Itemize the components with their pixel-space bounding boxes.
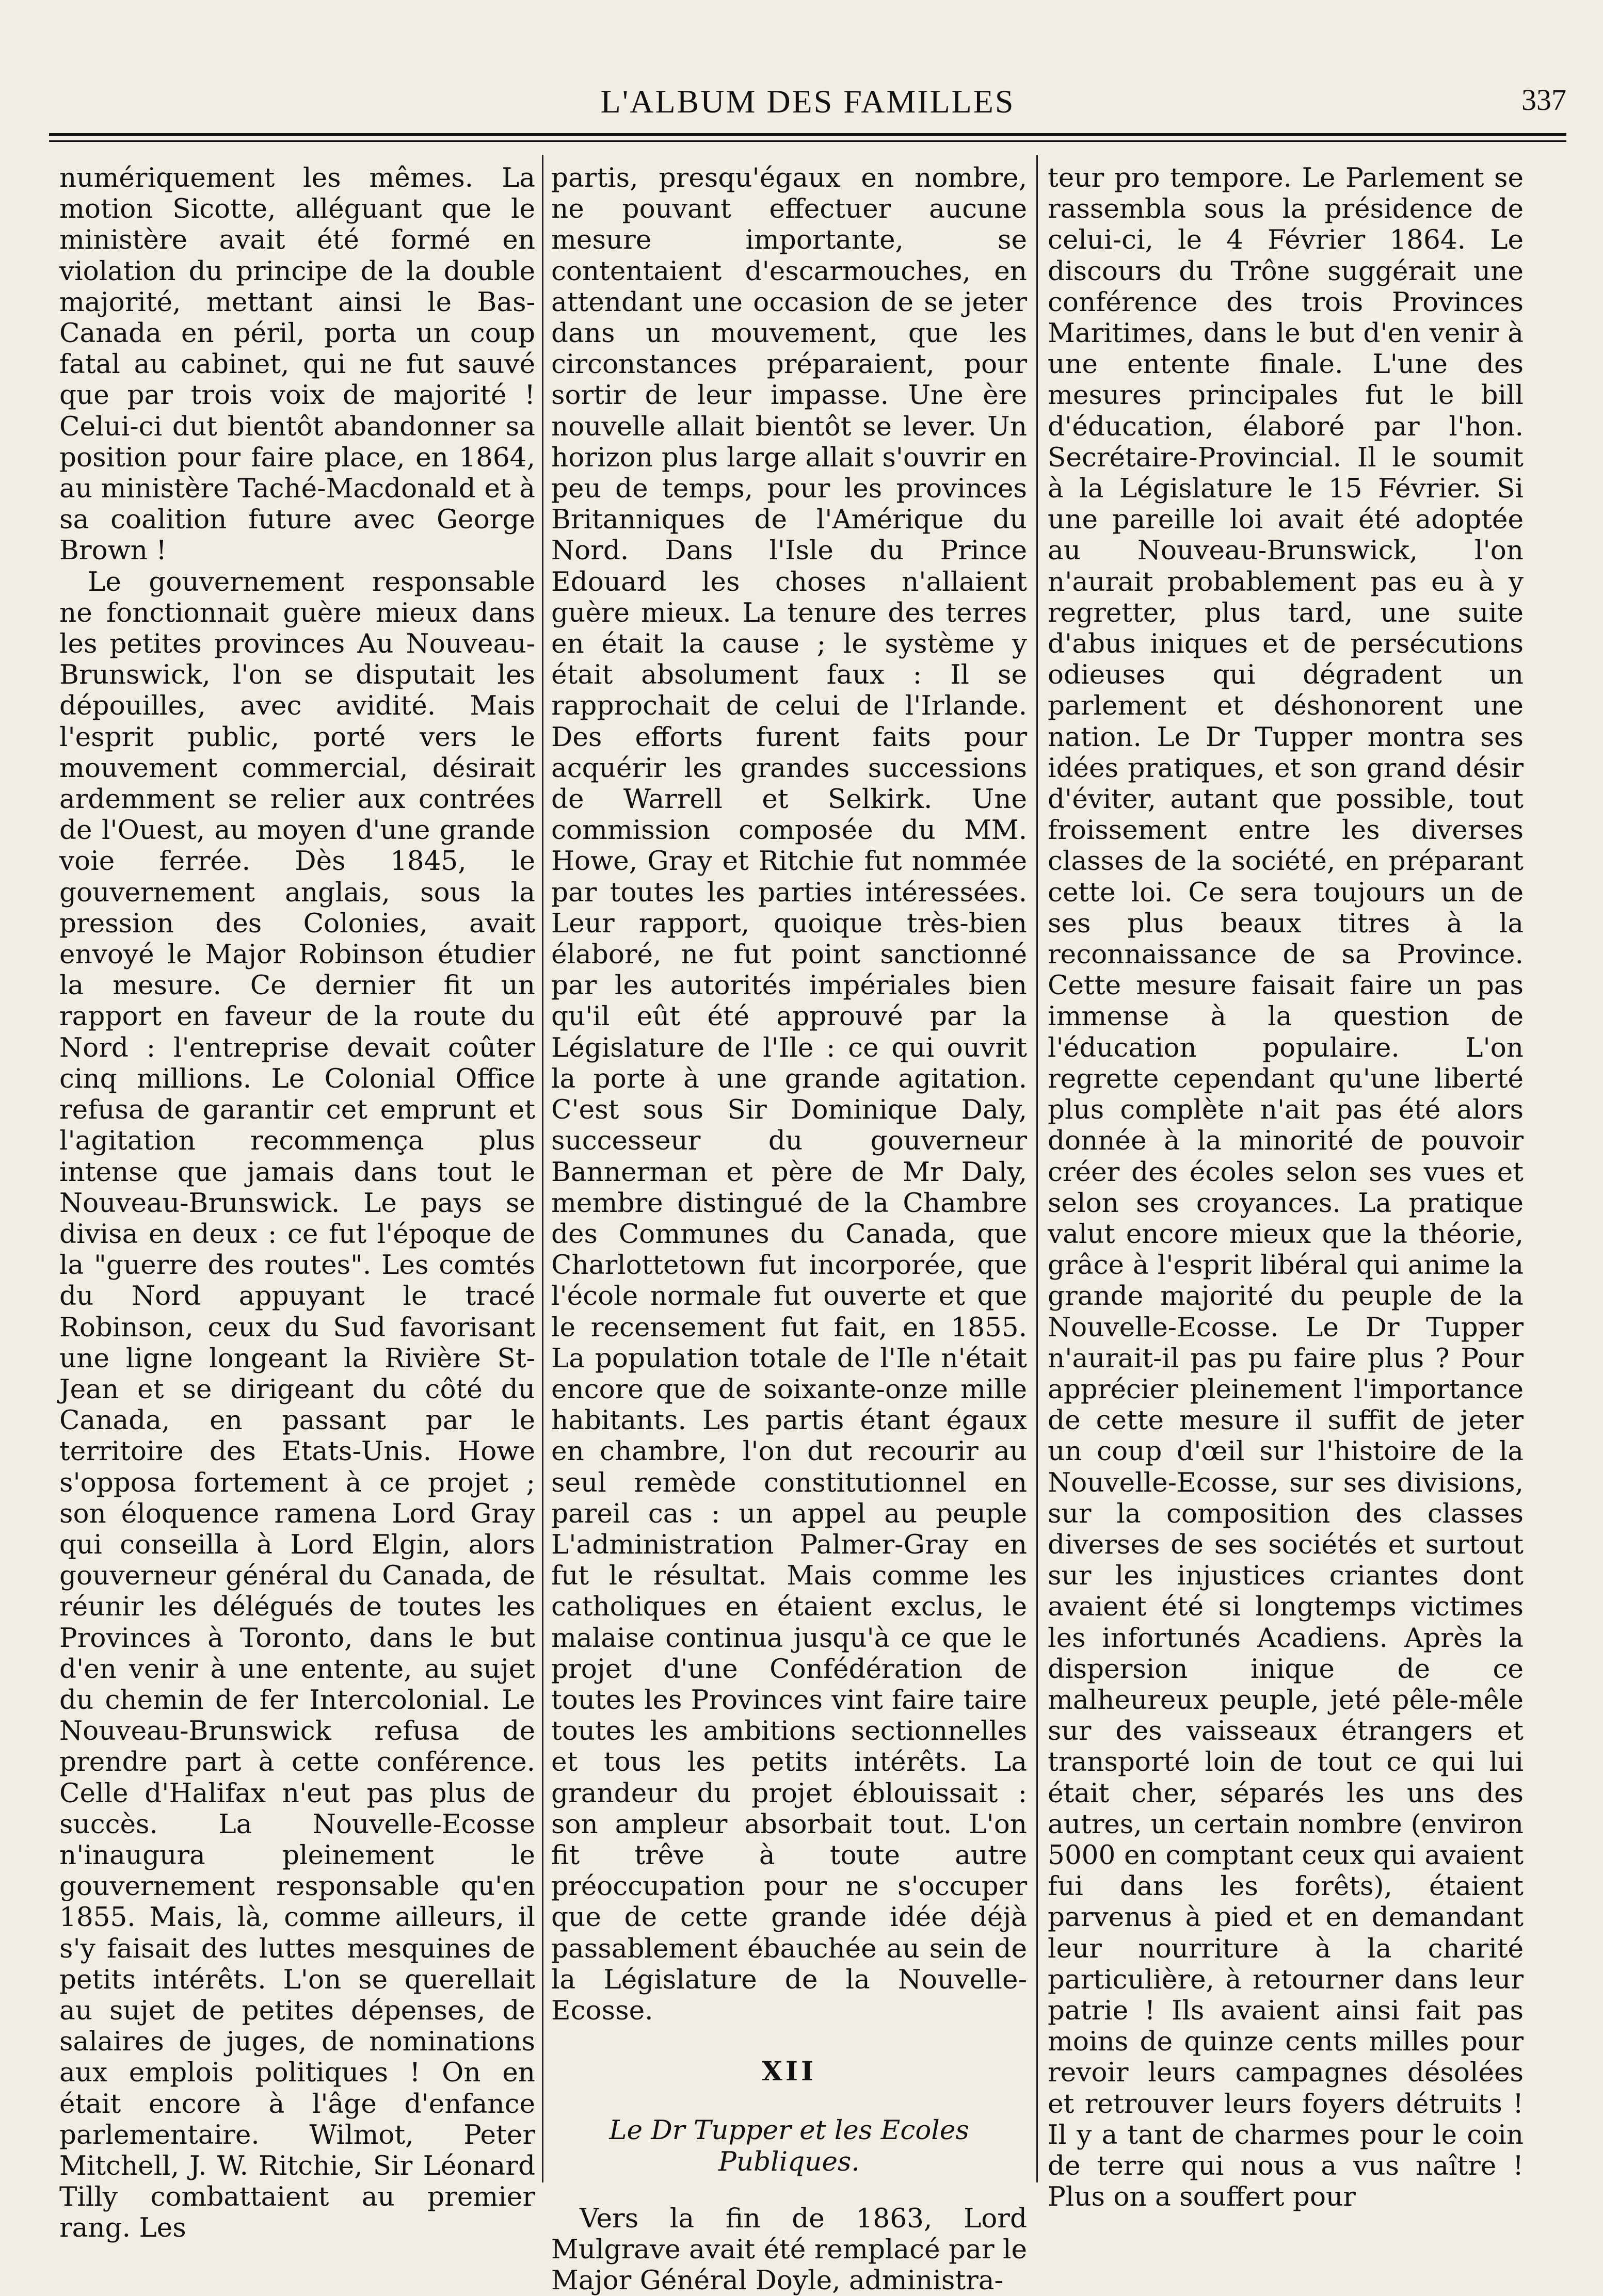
text-column-2 <box>551 163 1027 2296</box>
header-rule-thick <box>49 133 1566 136</box>
page-number: 337 <box>1521 83 1566 117</box>
section-heading: XII <box>761 2056 817 2088</box>
paragraph: numériquement les mêmes. La motion Sicotte, alléguant que le ministère avait été formé en violation du principe de la double majorité, mettant ainsi le Bas-Canada en péril, porta un coup fatal au cabinet, qui ne fut sauvé que par trois voix de majorité ! Celui-ci dut bientôt abandonner sa position pour faire place, en 1864, au ministère Taché-Macdonald et à sa coalition future avec George Brown ! <box>59 163 535 567</box>
page-title: L'ALBUM DES FAMILLES <box>600 83 1015 120</box>
paragraph: Le gouvernement responsable ne fonctionnait guère mieux dans les petites provinces Au Nouveau-Brunswick, l'on se disputait les dépouilles, avec avidité. Mais l'esprit public, porté vers le mouvement commercial, désirait ardemment se relier aux contrées de l'Ouest, au moyen d'une grande voie ferrée. Dès 1845, le gouvernement anglais, sous la pression des Colonies, avait envoyé le Major Robinson étudier la mesure. Ce dernier fit un rapport en faveur de la route du Nord : l'entreprise devait coûter cinq millions. Le Colonial Office refusa de garantir cet emprunt et l'agitation recommença plus intense que jamais dans tout le Nouveau-Brunswick. Le pays se divisa en deux : ce fut l'époque de la "guerre des routes". Les comtés du Nord appuyant le tracé Robinson, ceux du Sud favorisant une ligne longeant la Rivière St-Jean et se dirigeant du côté du Canada, en passant par le territoire des Etats-Unis. Howe s'opposa fortement à ce projet ; son éloquence ramena Lord Gray qui conseilla à Lord Elgin, alors gouverneur général du Canada, de réunir les délégués de toutes les Provinces à Toronto, dans le but d'en venir à une entente, au sujet du chemin de fer Intercolonial. Le Nouveau-Brunswick refusa de prendre part à cette conférence. Celle d'Halifax n'eut pas plus de succès. La Nouvelle-Ecosse n'inaugura pleinement le gouvernement responsable qu'en 1855. Mais, là, comme ailleurs, il s'y faisait des luttes mesquines de petits intérêts. L'on se querellait au sujet de petites dépenses, de salaires de juges, de nominations aux emplois politiques ! On en était encore à l'âge d'enfance parlementaire. Wilmot, Peter Mitchell, J. W. Ritchie, Sir Léonard Tilly combattaient au premier rang. Les <box>59 566 535 2244</box>
text-column-1 <box>59 163 535 2244</box>
paragraph: teur pro tempore. Le Parlement se rassembla sous la présidence de celui-ci, le 4 Février 1864. Le discours du Trône suggérait une conférence des trois Provinces Maritimes, dans le but d'en venir à une entente finale. L'une des mesures principales fut le bill d'éducation, élaboré par l'hon. Secrétaire-Provincial. Il le soumit à la Législature le 15 Février. Si une pareille loi avait été adoptée au Nouveau-Brunswick, l'on n'aurait probablement pas eu à y regretter, plus tard, une suite d'abus iniques et de persécutions odieuses qui dégradent un parlement et déshonorent une nation. Le Dr Tupper montra ses idées pratiques, et son grand désir d'éviter, autant que possible, tout froissement entre les diverses classes de la société, en préparant cette loi. Ce sera toujours un de ses plus beaux titres à la reconnaissance de sa Province. Cette mesure faisait faire un pas immense à la question de l'éducation populaire. L'on regrette cependant qu'une liberté plus complète n'ait pas été alors donnée à la minorité de pouvoir créer des écoles selon ses vues et selon ses croyances. La pratique valut encore mieux que la théorie, grâce à l'esprit libéral qui anime la grande majorité du peuple de la Nouvelle-Ecosse. Le Dr Tupper n'aurait-il pas pu faire plus ? Pour apprécier pleinement l'importance de cette mesure il suffit de jeter un coup d'œil sur l'histoire de la Nouvelle-Ecosse, sur ses divisions, sur la composition des classes diverses de ses sociétés et surtout sur les injustices criantes dont avaient été si longtemps victimes les infortunés Acadiens. Après la dispersion inique de ce malheureux peuple, jeté pêle-mêle sur des vaisseaux étrangers et transporté loin de tout ce qui lui était cher, séparés les uns des autres, un certain nombre (environ 5000 en comptant ceux qui avaient fui dans les forêts), étaient parvenus à pied et en demandant leur nourriture à la charité particulière, à retourner dans leur patrie ! Ils avaient ainsi fait pas moins de quinze cents milles pour revoir leurs campagnes désolées et retrouver leurs foyers détruits ! Il y a tant de charmes pour le coin de terre qui nous a vus naître ! Plus on a souffert pour <box>1048 163 1524 2213</box>
header-rule-thin <box>49 140 1566 142</box>
paragraph: Vers la fin de 1863, Lord Mulgrave avait été remplacé par le Major Général Doyle, administra- <box>551 2203 1027 2296</box>
text-column-3 <box>1048 163 1524 2212</box>
page-header <box>49 83 1566 129</box>
paragraph: partis, presqu'égaux en nombre, ne pouvant effectuer aucune mesure importante, se contentaient d'escarmouches, en attendant une occasion de se jeter dans un mouvement, que les circonstances préparaient, pour sortir de leur impasse. Une ère nouvelle allait bientôt se lever. Un horizon plus large allait s'ouvrir en peu de temps, pour les provinces Britanniques de l'Amérique du Nord. Dans l'Isle du Prince Edouard les choses n'allaient guère mieux. La tenure des terres en était la cause ; le système y était absolument faux : Il se rapprochait de celui de l'Irlande. Des efforts furent faits pour acquérir les grandes successions de Warrell et Selkirk. Une commission composée du MM. Howe, Gray et Ritchie fut nommée par toutes les parties intéressées. Leur rapport, quoique très-bien élaboré, ne fut point sanctionné par les autorités impériales bien qu'il eût été approuvé par la Législature de l'Ile : ce qui ouvrit la porte à une grande agitation. C'est sous Sir Dominique Daly, successeur du gouverneur Bannerman et père de Mr Daly, membre distingué de la Chambre des Communes du Canada, que Charlottetown fut incorporée, que l'école normale fut ouverte et que le recensement fut fait, en 1855. La population totale de l'Ile n'était encore que de soixante-onze mille habitants. Les partis étant égaux en chambre, l'on dut recourir au seul remède constitutionnel en pareil cas : un appel au peuple L'administration Palmer-Gray en fut le résultat. Mais comme les catholiques en étaient exclus, le malaise continua jusqu'à ce que le projet d'une Confédération de toutes les Provinces vint faire taire toutes les ambitions sectionnelles et tous les petits intérêts. La grandeur du projet éblouissait : son ampleur absorbait tout. L'on fit trêve à toute autre préoccupation pour ne s'occuper que de cette grande idée déjà passablement ébauchée au sein de la Législature de la Nouvelle-Ecosse. <box>551 163 1027 2026</box>
column-divider <box>1036 155 1038 2182</box>
column-divider <box>542 155 543 2182</box>
section-subtitle: Le Dr Tupper et les Ecoles Publiques. <box>609 2115 969 2177</box>
